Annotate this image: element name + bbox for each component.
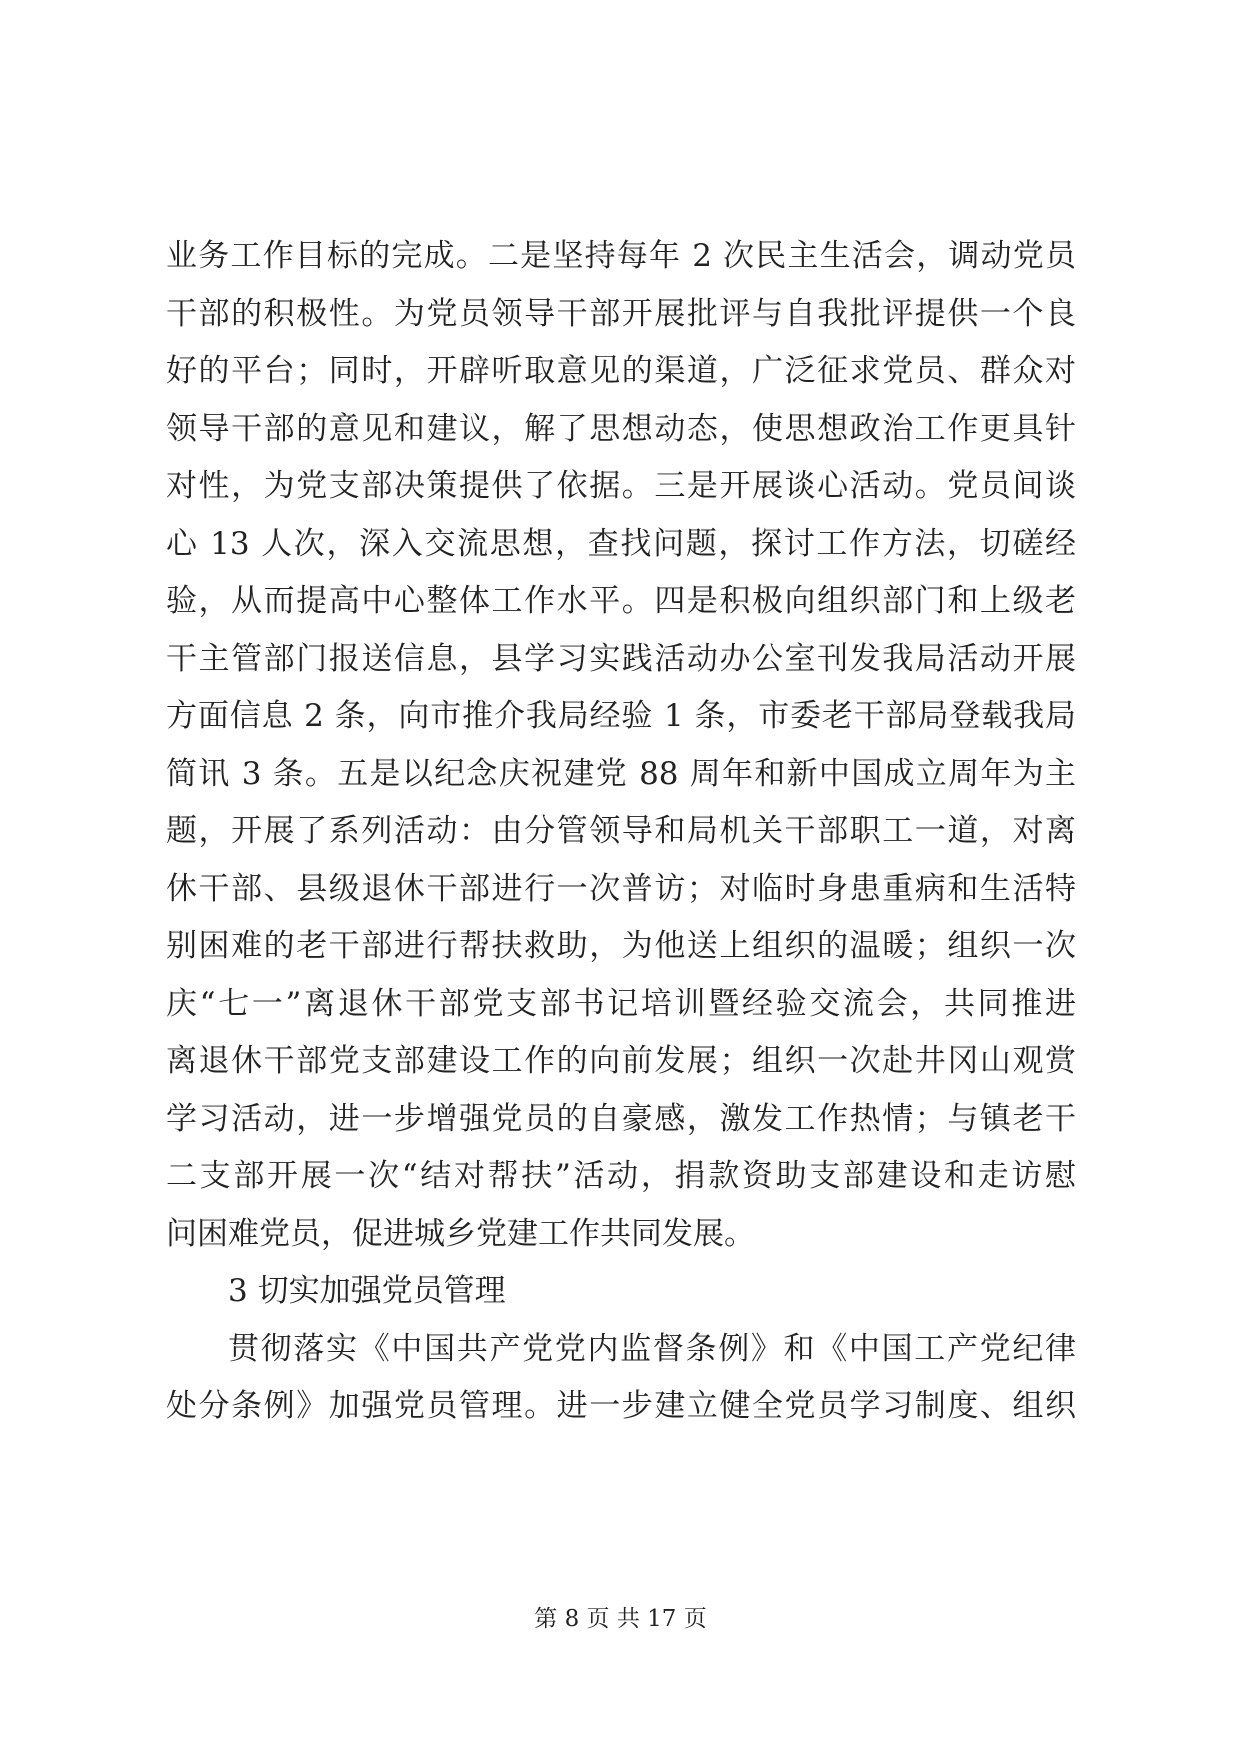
text-line: 二支部开展一次“结对帮扶”活动，捐款资助支部建设和走访慰 <box>166 1158 1076 1194</box>
text-line: 方面信息 2 条，向市推介我局经验 1 条，市委老干部局登载我局 <box>166 698 1076 734</box>
text-line: 题，开展了系列活动：由分管领导和局机关干部职工一道，对离 <box>166 813 1076 849</box>
text-line: 验，从而提高中心整体工作水平。四是积极向组织部门和上级老 <box>166 583 1076 619</box>
page-number: 第 8 页 共 17 页 <box>534 1606 707 1632</box>
text-line: 心 13 人次，深入交流思想，查找问题，探讨工作方法，切磋经 <box>166 525 1076 562</box>
text-line: 干主管部门报送信息，县学习实践活动办公室刊发我局活动开展 <box>166 640 1076 677</box>
text-line: 庆“七一”离退休干部党支部书记培训暨经验交流会，共同推进 <box>166 985 1076 1022</box>
text-line: 休干部、县级退休干部进行一次普访；对临时身患重病和生活特 <box>166 870 1076 907</box>
text-line: 别困难的老干部进行帮扶救助，为他送上组织的温暖；组织一次 <box>166 928 1076 964</box>
text-line: 问困难党员，促进城乡党建工作共同发展。 <box>166 1215 755 1252</box>
section-heading: 3 切实加强党员管理 <box>228 1273 506 1309</box>
text-line: 离退休干部党支部建设工作的向前发展；组织一次赴井冈山观赏 <box>166 1043 1076 1079</box>
document-body <box>166 228 1076 1436</box>
text-line: 干部的积极性。为党员领导干部开展批评与自我批评提供一个良 <box>166 295 1076 332</box>
text-line: 业务工作目标的完成。二是坚持每年 2 次民主生活会，调动党员 <box>166 238 1076 274</box>
text-line: 领导干部的意见和建议，解了思想动态，使思想政治工作更具针 <box>166 410 1076 447</box>
text-line: 对性，为党支部决策提供了依据。三是开展谈心活动。党员间谈 <box>166 468 1076 504</box>
text-line: 学习活动，进一步增强党员的自豪感，激发工作热情；与镇老干 <box>166 1100 1076 1137</box>
text-line: 简讯 3 条。五是以纪念庆祝建党 88 周年和新中国成立周年为主 <box>166 755 1076 792</box>
text-line: 处分条例》加强党员管理。进一步建立健全党员学习制度、组织 <box>166 1388 1076 1424</box>
text-line: 好的平台；同时，开辟听取意见的渠道，广泛征求党员、群众对 <box>166 353 1076 389</box>
text-line: 贯彻落实《中国共产党党内监督条例》和《中国工产党纪律 <box>228 1330 1076 1367</box>
